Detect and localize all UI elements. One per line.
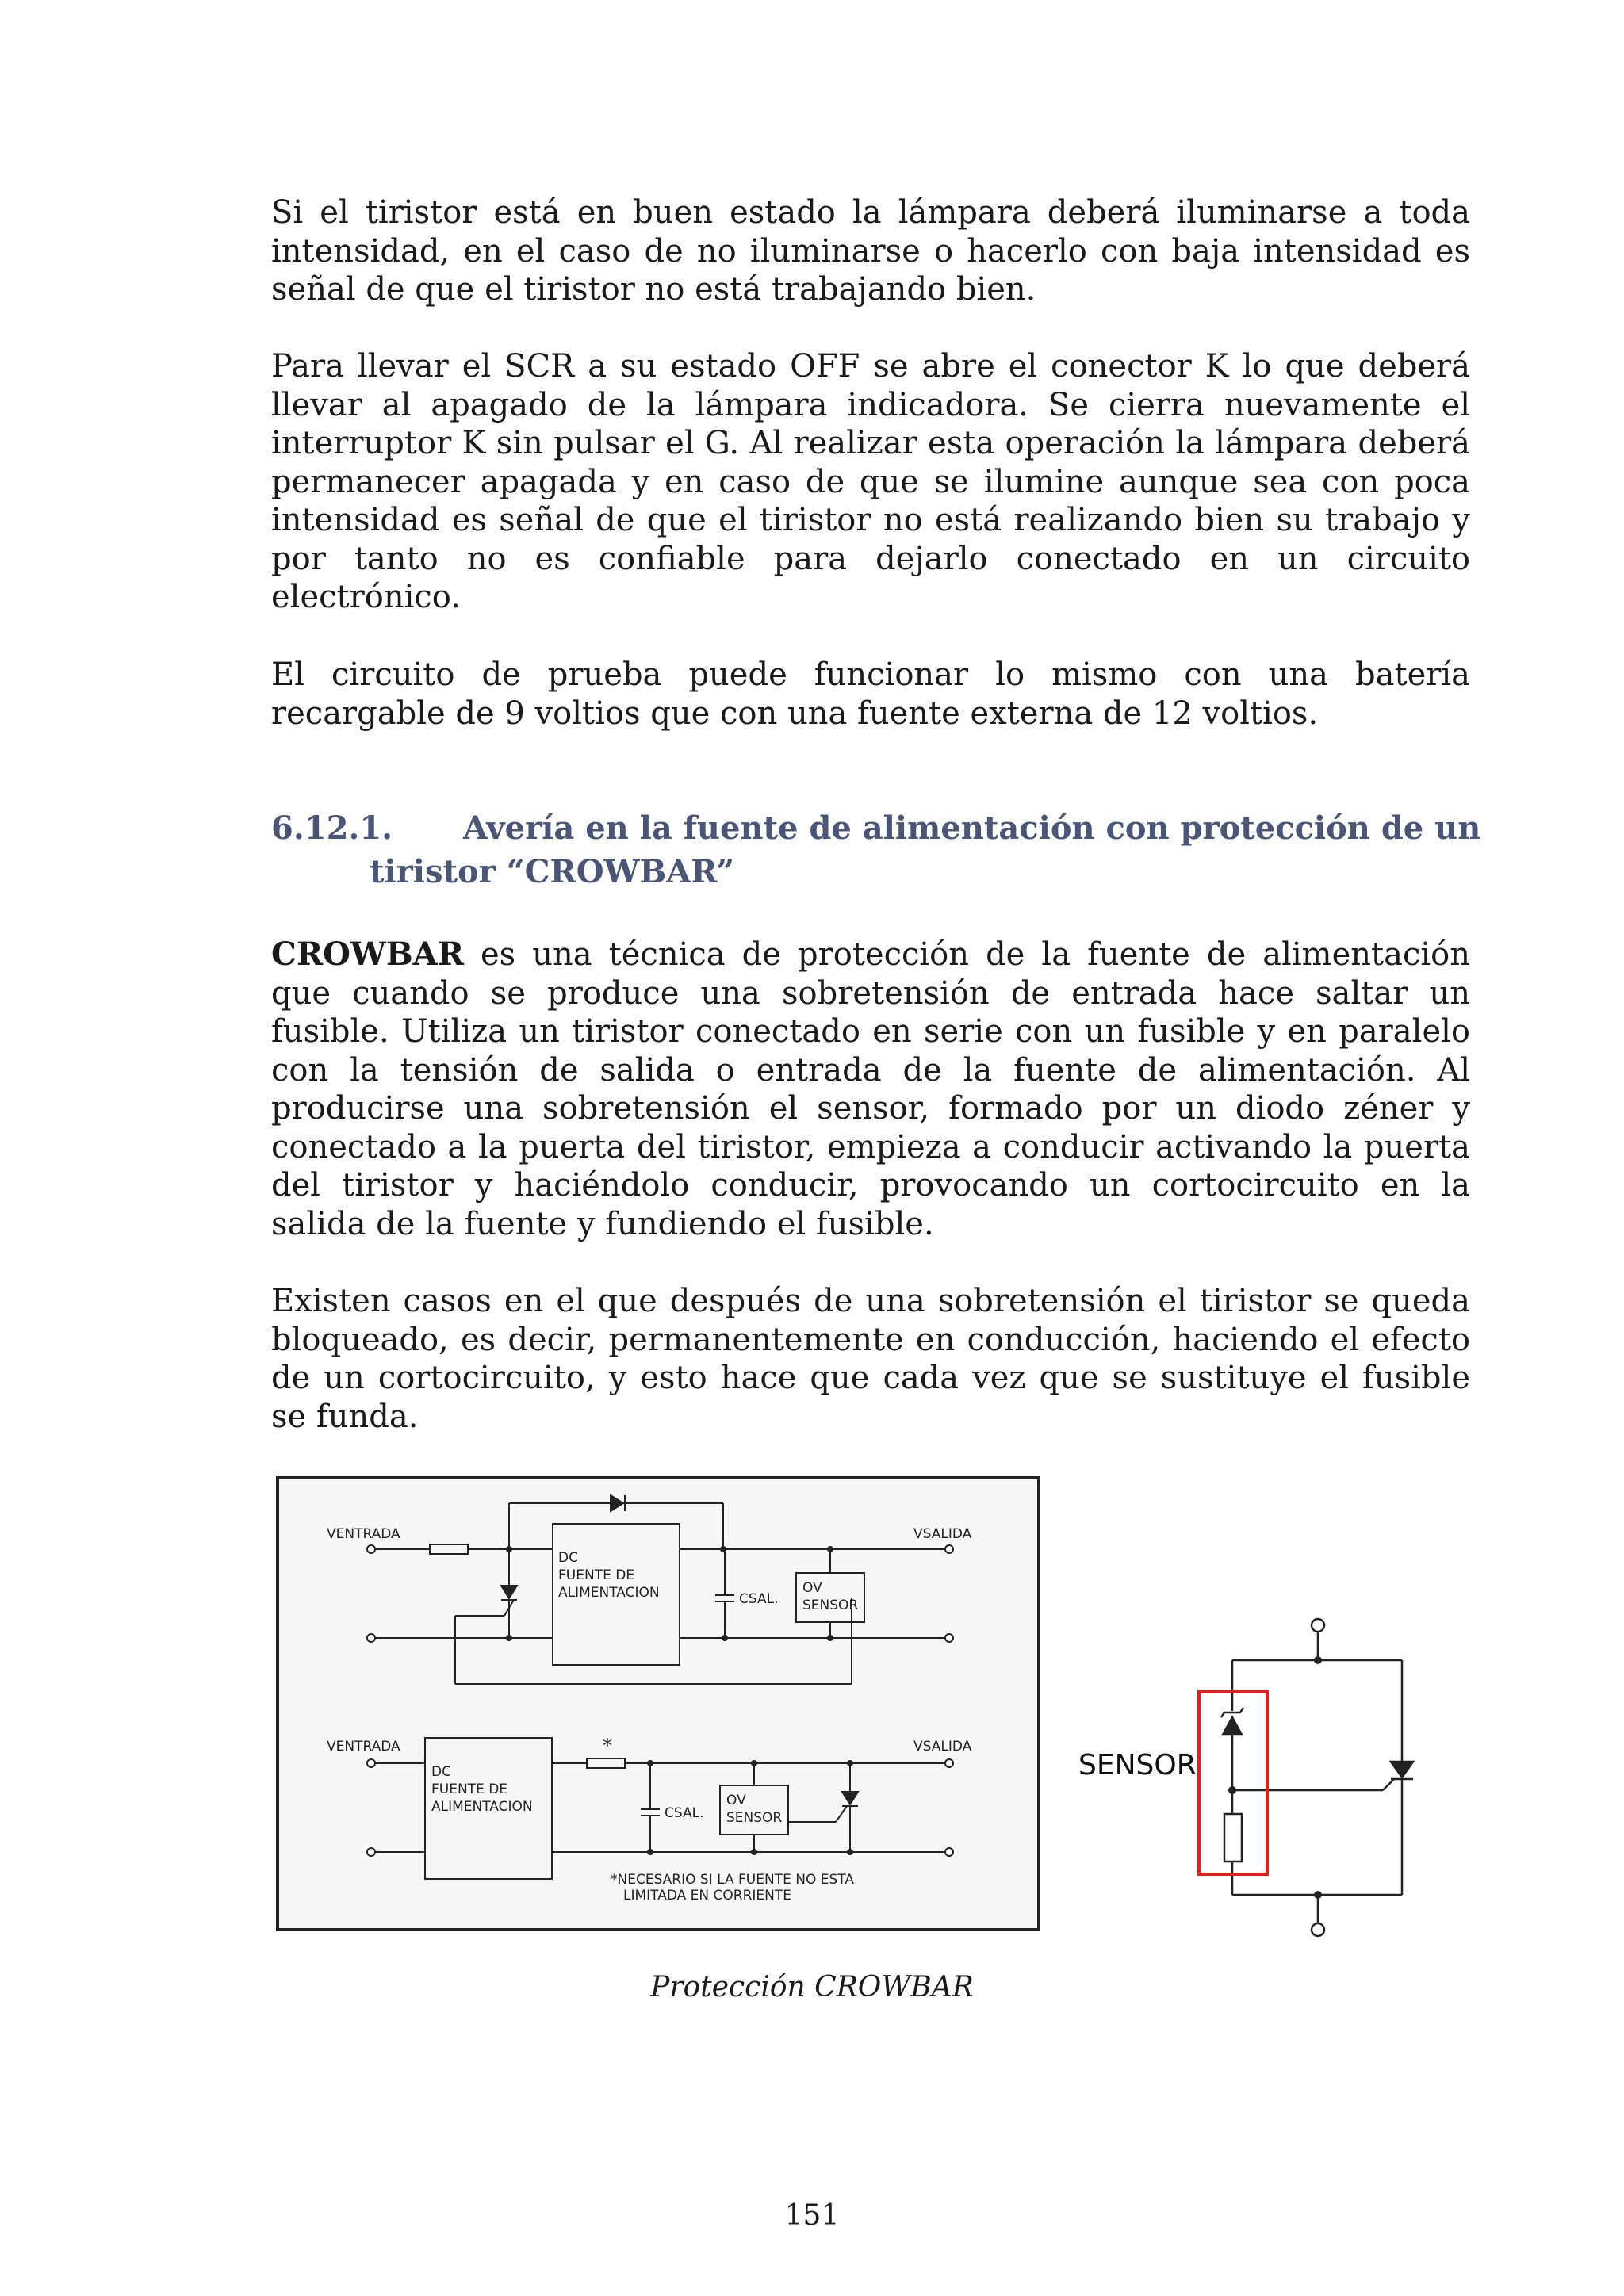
- top-box-line1: DC: [558, 1550, 578, 1566]
- top-vout-label: VSALIDA: [914, 1526, 972, 1542]
- section-number: 6.12.1.: [271, 809, 393, 847]
- top-vin-label: VENTRADA: [327, 1526, 400, 1542]
- paragraph-1: Si el tiristor está en buen estado la lámpara deberá iluminarse a toda intensidad, en el caso de no iluminarse o hacerlo con baja intensidad es señal de que el tiristor no está trabajando bien.: [271, 194, 1470, 308]
- page-number: 151: [784, 2199, 840, 2232]
- bottom-box-line1: DC: [431, 1764, 451, 1780]
- fuse-asterisk: *: [603, 1735, 612, 1757]
- paragraph-2: Para llevar el SCR a su estado OFF se abre el conector K lo que deberá llevar al apagado de la lámpara indicadora. Se cierra nuevamente el interruptor K sin pulsar el G. Al realizar esta operación la lámpara deberá permanecer apagada y en caso de que se ilumine aunque sea con poca intensidad es señal de que el tiristor no está realizando bien su trabajo y por tanto no es confiable para dejarlo conectado en un circuito electrónico.: [271, 348, 1470, 615]
- top-sensor-line1: OV: [802, 1580, 822, 1596]
- top-box-line2: FUENTE DE: [558, 1567, 635, 1583]
- top-cap-label: CSAL.: [739, 1591, 779, 1607]
- note-line1: *NECESARIO SI LA FUENTE NO ESTA: [611, 1872, 854, 1888]
- top-sensor-line2: SENSOR: [802, 1598, 859, 1613]
- sensor-label: SENSOR: [1078, 1749, 1197, 1781]
- bottom-box-line2: FUENTE DE: [431, 1781, 508, 1797]
- bottom-cap-label: CSAL.: [665, 1805, 704, 1821]
- paragraph-5: Existen casos en el que después de una sobretensión el tiristor se queda bloqueado, es decir, permanentemente en conducción, haciendo el efecto de un cortocircuito, y esto hace que cada vez que se sustituye el fusible se funda.: [271, 1283, 1470, 1435]
- sensor-drawing: [1063, 1609, 1427, 1942]
- section-title-line1: Avería en la fuente de alimentación con protección de un: [463, 809, 1481, 847]
- sensor-detail-figure: [1063, 1609, 1427, 1942]
- paragraph-4-text: es una técnica de protección de la fuente de alimentación que cuando se produce una sobretensión de entrada hace saltar un fusible. Utiliza un tiristor conectado en serie con un fusible y en paralelo con la tensión de salida o entrada de la fuente de alimentación. Al producirse una sobretensión el sensor, formado por un diodo zéner y conectado a la puerta del tiristor, empieza a conducir activando la puerta del tiristor y haciéndolo conducir, provocando un cortocircuito en la salida de la fuente y fundiendo el fusible.: [271, 936, 1470, 1242]
- schematic-drawing: [279, 1479, 1037, 1928]
- section-title-line2: tiristor “CROWBAR”: [370, 853, 735, 890]
- bottom-sensor-line2: SENSOR: [726, 1810, 783, 1826]
- figure-caption: Protección CROWBAR: [650, 1971, 974, 2003]
- top-box-line3: ALIMENTACION: [558, 1585, 660, 1601]
- paragraph-3: El circuito de prueba puede funcionar lo mismo con una batería recargable de 9 voltios que con una fuente externa de 12 voltios.: [271, 656, 1470, 732]
- bottom-vin-label: VENTRADA: [327, 1739, 400, 1755]
- crowbar-schematic: [276, 1476, 1040, 1931]
- bottom-sensor-line1: OV: [726, 1793, 746, 1808]
- note-line2: LIMITADA EN CORRIENTE: [623, 1888, 792, 1904]
- bottom-vout-label: VSALIDA: [914, 1739, 972, 1755]
- bottom-box-line3: ALIMENTACION: [431, 1799, 533, 1815]
- paragraph-4: [271, 936, 1470, 1243]
- crowbar-term: CROWBAR: [271, 936, 464, 973]
- section-heading: [271, 806, 1492, 894]
